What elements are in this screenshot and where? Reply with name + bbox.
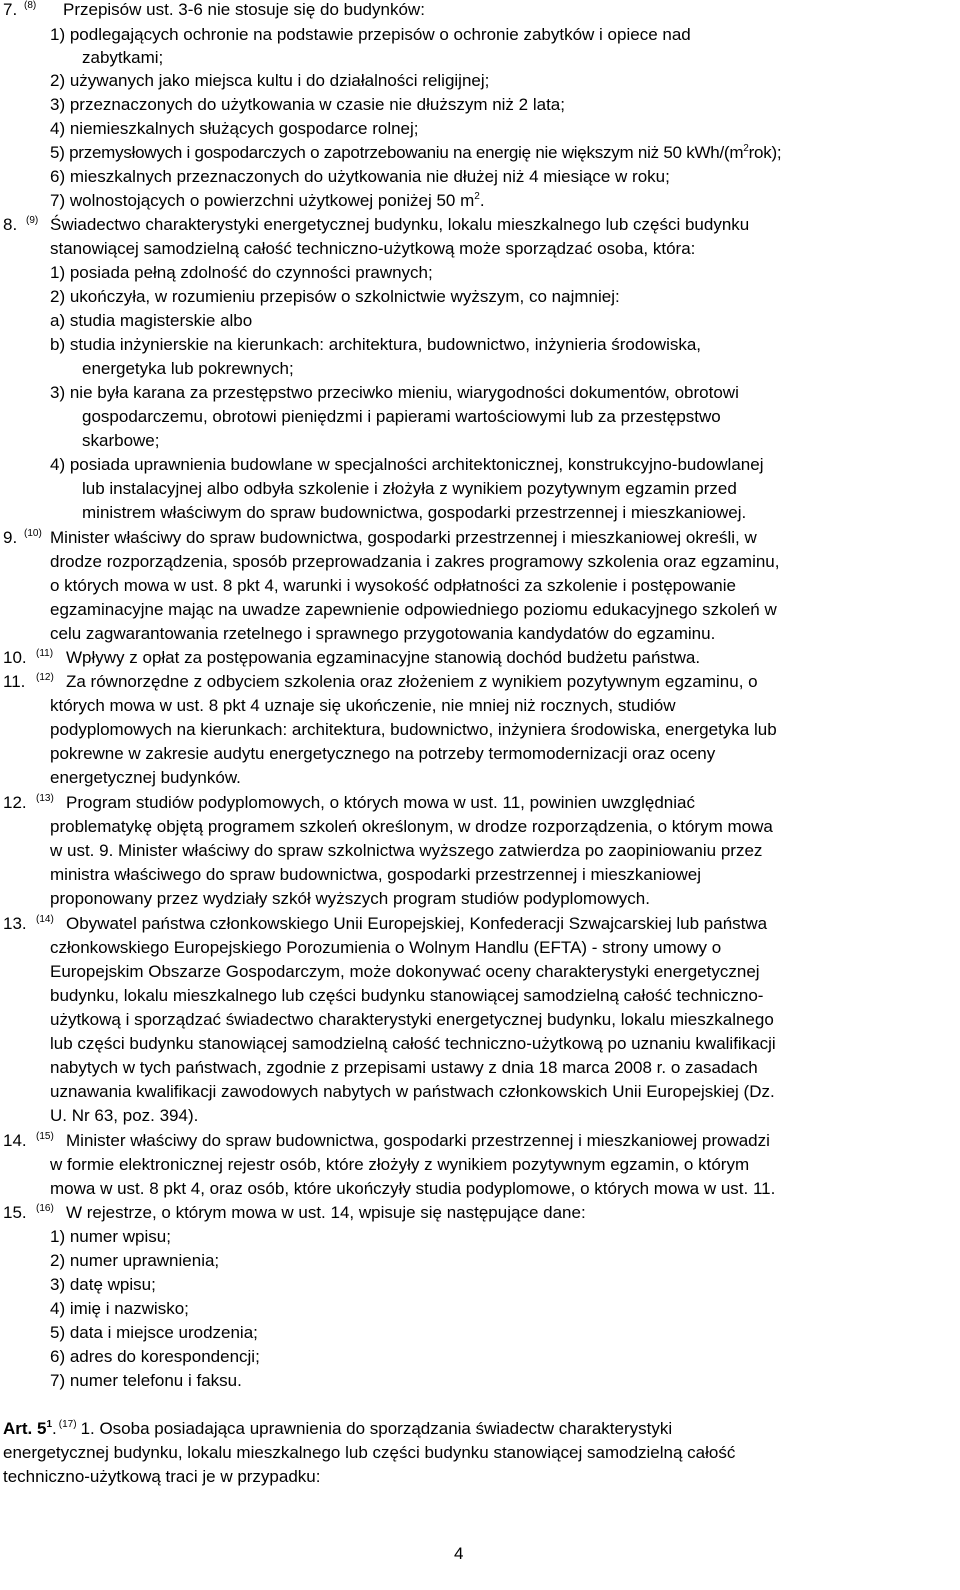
item-13-line: U. Nr 63, poz. 394). (50, 1106, 199, 1125)
item-15-list-item: 1) numer wpisu; (50, 1227, 171, 1246)
item-9-line: o których mowa w ust. 8 pkt 4, warunki i wysokość odpłatności za szkolenie i postępowanie (50, 576, 736, 595)
item-10-number: 10. (3, 648, 27, 667)
item-8-line: skarbowe; (82, 431, 160, 450)
item-7-number: 7. (3, 0, 18, 19)
item-13-line: Europejskim Obszarze Gospodarczym, może dokonywać oceny charakterystyki energetycznej (50, 962, 760, 981)
item-9-line: celu zagwarantowania rzetelnego i sprawnego przygotowania kandydatów do egzaminu. (50, 624, 716, 643)
item-7-footnote-ref: (8) (24, 0, 37, 11)
item-7-point-1-cont: zabytkami; (82, 48, 164, 67)
article-line: techniczno-użytkową traci je w przypadku: (3, 1467, 321, 1486)
item-13-line: Obywatel państwa członkowskiego Unii Europejskiej, Konfederacji Szwajcarskiej lub państwa (66, 914, 768, 933)
item-11-line: energetycznej budynków. (50, 768, 241, 787)
item-7-point-2: 2) używanych jako miejsca kultu i do działalności religijnej; (50, 71, 490, 90)
item-8-line: 2) ukończyła, w rozumieniu przepisów o szkolnictwie wyższym, co najmniej: (50, 287, 620, 306)
item-9-number: 9. (3, 528, 18, 547)
item-12-footnote-ref: (13) (36, 793, 54, 804)
item-8-line: stanowiącej samodzielną całość techniczno-użytkową może sporządzać osoba, która: (50, 239, 696, 258)
item-15-list-item: 5) data i miejsce urodzenia; (50, 1323, 258, 1342)
item-8-line: b) studia inżynierskie na kierunkach: architektura, budownictwo, inżynieria środowiska, (50, 335, 702, 354)
item-14-line: Minister właściwy do spraw budownictwa, gospodarki przestrzennej i mieszkaniowej prowadzi (66, 1131, 770, 1150)
item-15-number: 15. (3, 1203, 27, 1222)
item-12-line: Program studiów podyplomowych, o których mowa w ust. 11, powinien uwzględniać (66, 793, 695, 812)
item-8-line: gospodarczemu, obrotowi pieniędzmi i papierami wartościowymi lub za przestępstwo (82, 407, 721, 426)
item-15-list-item: 3) datę wpisu; (50, 1275, 156, 1294)
item-11-line: podyplomowych na kierunkach: architektura, budownictwo, inżyniera środowiska, energetyka lub (50, 720, 777, 739)
item-9-line: Minister właściwy do spraw budownictwa, gospodarki przestrzennej i mieszkaniowej określi, w (50, 528, 757, 547)
item-13-line: uznawania kwalifikacji zawodowych nabytych w państwach członkowskich Unii Europejskiej (Dz. (50, 1082, 775, 1101)
item-12-line: w ust. 9. Minister właściwy do spraw szkolnictwa wyższego zatwierdza po zaopiniowaniu przez (50, 841, 763, 860)
item-12-line: problematykę objętą programem szkoleń określonym, w drodze rozporządzenia, o którym mowa (50, 817, 773, 836)
item-8-line: energetyka lub pokrewnych; (82, 359, 294, 378)
item-12-number: 12. (3, 793, 27, 812)
article-heading: Art. $5^1$. $^{(17)}$ 1. Osoba posiadająca uprawnienia do sporządzania świadectw charakterystyki (3, 1419, 673, 1438)
item-7-point-7: 7) wolnostojących o powierzchni użytkowej poniżej 50 $m^2$. (50, 191, 485, 210)
item-8-number: 8. (3, 215, 18, 234)
item-7-point-3: 3) przeznaczonych do użytkowania w czasie nie dłuższym niż 2 lata; (50, 95, 565, 114)
item-8-line: 4) posiada uprawnienia budowlane w specjalności architektonicznej, konstrukcyjno-budowlanej (50, 455, 764, 474)
item-10-footnote-ref: (11) (36, 648, 54, 659)
item-7-point-1: 1) podlegających ochronie na podstawie przepisów o ochronie zabytków i opiece nad (50, 25, 691, 44)
page-number: 4 (454, 1544, 464, 1563)
item-15-list-item: 7) numer telefonu i faksu. (50, 1371, 242, 1390)
item-11-line: Za równorzędne z odbyciem szkolenia oraz złożeniem z wynikiem pozytywnym egzaminu, o (66, 672, 758, 691)
item-11-footnote-ref: (12) (36, 672, 54, 683)
item-13-footnote-ref: (14) (36, 914, 54, 925)
item-13-line: członkowskiego Europejskiego Porozumienia o Wolnym Handlu (EFTA) - strony umowy o (50, 938, 722, 957)
item-8-footnote-ref: (9) (26, 215, 39, 226)
item-13-line: lub części budynku stanowiącej samodzielną całość techniczno-użytkową po uznaniu kwalifikacji (50, 1034, 776, 1053)
item-14-line: w formie elektronicznej rejestr osób, które złożyły z wynikiem pozytywnym egzamin, o którym (50, 1155, 750, 1174)
item-13-line: użytkową i sporządzać świadectwo charakterystyki energetycznej budynku, lokalu mieszkalnego (50, 1010, 774, 1029)
item-14-line: mowa w ust. 8 pkt 4, oraz osób, które ukończyły studia podyplomowe, o których mowa w ust. 11. (50, 1179, 776, 1198)
item-8-line: ministrem właściwym do spraw budownictwa, gospodarki przestrzennej i mieszkaniowej. (82, 503, 747, 522)
item-8-line: Świadectwo charakterystyki energetycznej budynku, lokalu mieszkalnego lub części budynku (50, 215, 750, 234)
item-11-number: 11. (3, 672, 26, 691)
item-15-footnote-ref: (16) (36, 1203, 54, 1214)
item-8-line: lub instalacyjnej albo odbyła szkolenie i złożyła z wynikiem pozytywnym egzamin przed (82, 479, 737, 498)
item-13-line: budynku, lokalu mieszkalnego lub części budynku stanowiącej samodzielną całość techniczno- (50, 986, 764, 1005)
item-8-line: 3) nie była karana za przestępstwo przeciwko mieniu, wiarygodności dokumentów, obrotowi (50, 383, 739, 402)
item-13-line: nabytych w tych państwach, zgodnie z przepisami ustawy z dnia 18 marca 2008 r. o zasadach (50, 1058, 758, 1077)
item-15-line: W rejestrze, o którym mowa w ust. 14, wpisuje się następujące dane: (66, 1203, 586, 1222)
item-14-footnote-ref: (15) (36, 1131, 54, 1142)
item-8-line: a) studia magisterskie albo (50, 311, 253, 330)
item-7-point-5: 5) przemysłowych i gospodarczych o zapotrzebowaniu na energię nie większym niż 50 kWh/$(m^2rok)$; (50, 143, 782, 162)
item-12-line: proponowany przez wydziały szkół wyższych program studiów podyplomowych. (50, 889, 650, 908)
item-15-list-item: 6) adres do korespondencji; (50, 1347, 260, 1366)
item-11-line: których mowa w ust. 8 pkt 4 uznaje się ukończenie, nie mniej niż rocznych, studiów (50, 696, 676, 715)
item-13-number: 13. (3, 914, 27, 933)
item-9-footnote-ref: (10) (24, 528, 42, 539)
item-10-line: Wpływy z opłat za postępowania egzaminacyjne stanowią dochód budżetu państwa. (66, 648, 701, 667)
item-9-line: drodze rozporządzenia, sposób przeprowadzania i zakres programowy szkolenia oraz egzaminu, (50, 552, 780, 571)
item-15-list-item: 2) numer uprawnienia; (50, 1251, 220, 1270)
item-12-line: ministra właściwego do spraw budownictwa, gospodarki przestrzennej i mieszkaniowej (50, 865, 702, 884)
item-7-point-6: 6) mieszkalnych przeznaczonych do użytkowania nie dłużej niż 4 miesiące w roku; (50, 167, 670, 186)
item-9-line: egzaminacyjne mając na uwadze zapewnienie odpowiedniego poziomu edukacyjnego szkoleń w (50, 600, 777, 619)
item-11-line: pokrewne w zakresie audytu energetycznego na potrzeby termomodernizacji oraz oceny (50, 744, 716, 763)
item-8-line: 1) posiada pełną zdolność do czynności prawnych; (50, 263, 433, 282)
item-15-list-item: 4) imię i nazwisko; (50, 1299, 189, 1318)
article-line: energetycznej budynku, lokalu mieszkalnego lub części budynku stanowiącej samodzielną całość (3, 1443, 736, 1462)
item-7-point-4: 4) niemieszkalnych służących gospodarce rolnej; (50, 119, 419, 138)
item-7-title: Przepisów ust. 3-6 nie stosuje się do budynków: (63, 0, 425, 19)
item-14-number: 14. (3, 1131, 27, 1150)
